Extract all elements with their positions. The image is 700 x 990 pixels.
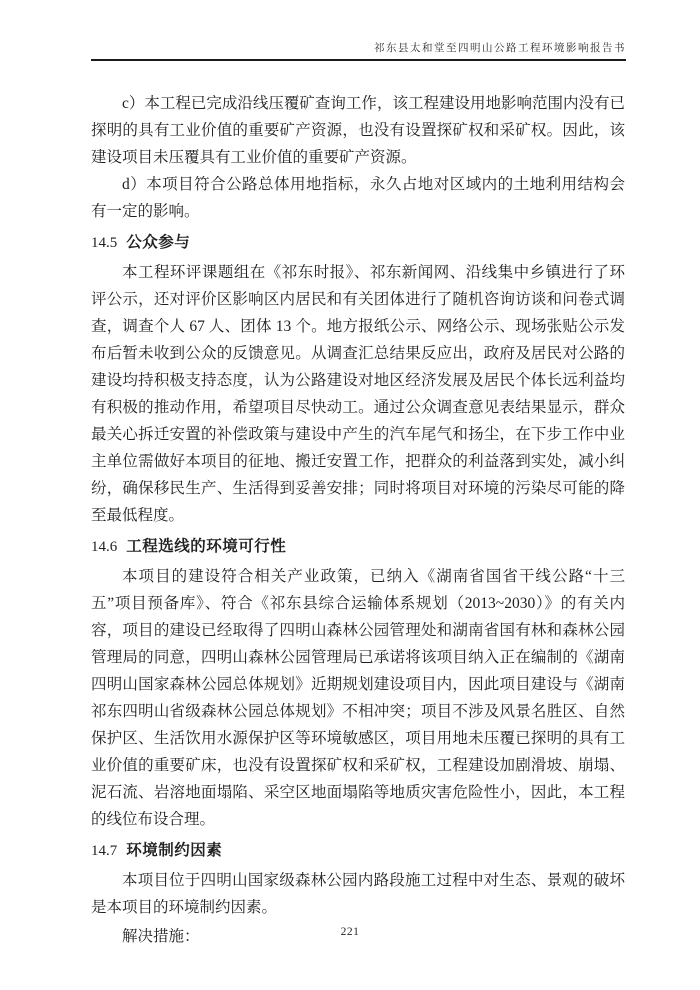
section-title: 公众参与 (126, 234, 191, 251)
section-heading-14-7 (91, 839, 625, 863)
paragraph-environmental-constraint: 本项目位于四明山国家级森林公园内路段施工过程中对生态、景观的破坏是本项目的环境制约因素。 (91, 872, 625, 916)
section-number: 14.5 (91, 235, 118, 251)
paragraph-item-c: c）本工程已完成沿线压覆矿查询工作，该工程建设用地影响范围内没有已探明的具有工业价值的重要矿产资源，也没有设置探矿权和采矿权。因此，该建设项目未压覆具有工业价值的重要矿产资源。 (91, 95, 625, 166)
section-heading-14-5 (91, 231, 625, 255)
document-body (91, 90, 625, 950)
running-header-title: 祁东县太和堂至四明山公路工程环境影响报告书 (374, 43, 626, 54)
paragraph-public-participation: 本工程环评课题组在《祁东时报》、祁东新闻网、沿线集中乡镇进行了环评公示，还对评价区影响区内居民和有关团体进行了随机咨询访谈和问卷式调查，调查个人 67 人、团体 13 个。地方报纸公示、网络公示、现场张贴公示发布后暂未收到公众的反馈意见。从调查汇总结果反应出，政府及居民对公路的建设均持积极支持态度，认为公路建设对地区经济发展及居民个体长远利益均有积极的推动作用，希望项目尽快动工。通过公众调查意见表结果显示，群众最关心拆迁安置的补偿政策与建设中产生的汽车尾气和扬尘，在下步工作中业主单位需做好本项目的征地、搬迁安置工作，把群众的利益落到实处，减小纠纷，确保移民生产、生活得到妥善安排；同时将项目对环境的污染尽可能的降至最低程度。 (91, 264, 625, 524)
page-footer (0, 922, 700, 940)
header-rule (91, 59, 626, 61)
page-number: 221 (340, 926, 360, 938)
section-title: 工程选线的环境可行性 (126, 538, 287, 555)
page-header (91, 40, 626, 61)
section-number: 14.7 (91, 843, 118, 859)
section-heading-14-6 (91, 535, 625, 559)
paragraph-item-d: d）本项目符合公路总体用地指标，永久占地对区域内的土地利用结构会有一定的影响。 (91, 176, 625, 220)
section-number: 14.6 (91, 539, 118, 555)
section-title: 环境制约因素 (126, 842, 223, 859)
paragraph-route-feasibility: 本项目的建设符合相关产业政策，已纳入《湖南省国省干线公路“十三五”项目预备库》、符合《祁东县综合运输体系规划（2013~2030）》的有关内容，项目的建设已经取得了四明山森林公园管理处和湖南省国有林和森林公园管理局的同意，四明山森林公园管理局已承诺将该项目纳入正在编制的《湖南四明山国家森林公园总体规划》近期规划建设项目内，因此项目建设与《湖南祁东四明山省级森林公园总体规划》不相冲突；项目不涉及风景名胜区、自然保护区、生活饮用水源保护区等环境敏感区，项目用地未压覆已探明的具有工业价值的重要矿床，也没有设置探矿权和采矿权，工程建设加剧滑坡、崩塌、泥石流、岩溶地面塌陷、采空区地面塌陷等地质灾害危险性小，因此，本工程的线位布设合理。 (91, 568, 625, 828)
paragraph-solution-label: 解决措施： (122, 928, 200, 945)
